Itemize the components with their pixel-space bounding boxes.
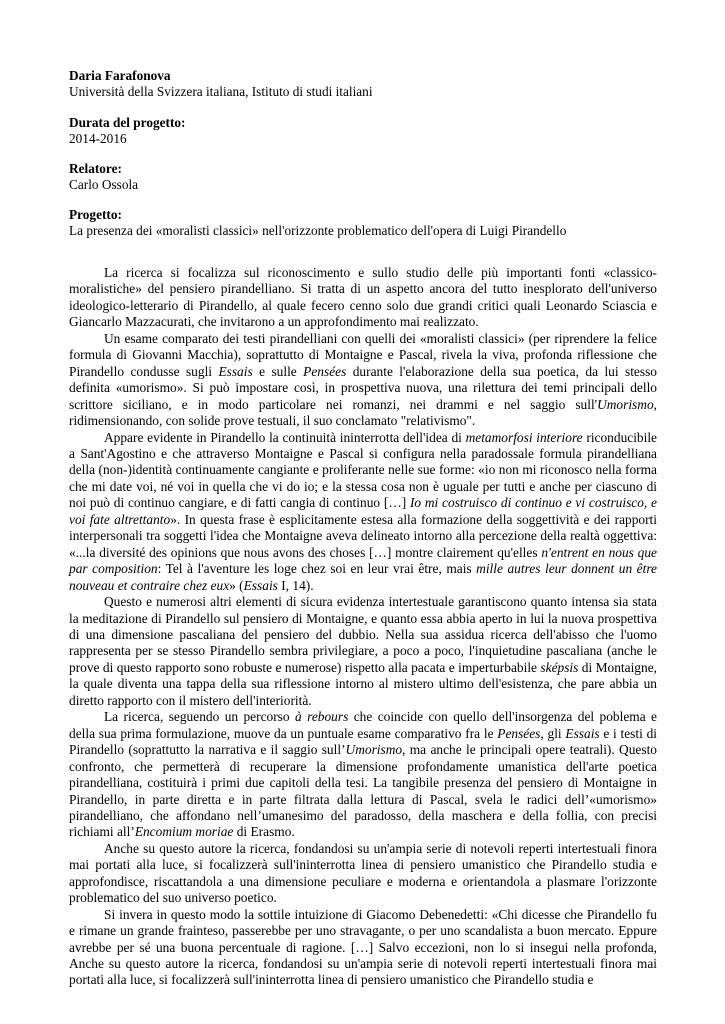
author-affiliation: Università della Svizzera italiana, Istituto di studi italiani [69,84,373,99]
duration-block [69,115,669,147]
duration-label: Durata del progetto: [69,115,186,130]
italic-run: Umorismo [597,396,654,412]
text-run: e sulle [252,363,304,379]
body-paragraph [69,265,657,331]
project-block [69,207,669,239]
project-title: La presenza dei «moralisti classici» nell'orizzonte problematico dell'opera di Luigi Pirandello [69,223,567,238]
text-run: La ricerca, seguendo un percorso [104,709,296,725]
text-run: I, 14). [277,577,314,593]
text-run: durante l'elaborazione della sua poetica, da lui stesso definita «umorismo». Si può impostare così, in prospettiva nuova, una rilettura dei temi principali dello scrittore siciliano, e in modo particolare nei romanzi, nei drammi e nel saggio sull' [69,363,657,412]
italic-run: Pensées [303,363,347,379]
italic-run: metamorfosi interiore [465,429,583,445]
body-paragraph [69,430,657,595]
italic-run: Essais [565,725,600,741]
text-run: , gli [540,725,566,741]
italic-run: Io mi costruisco di continuo e vi costruisco, e voi fate altrettanto [69,495,657,527]
text-run: , ridimensionando, con solide prove testuali, il suo conclamato "relativismo". [69,396,657,429]
body-paragraph [69,709,657,841]
italic-run: Umorismo [345,742,403,758]
italic-run: à rebours [295,709,349,725]
supervisor-value: Carlo Ossola [69,177,139,192]
text-run: di Montaigne, la quale diventa una tappa della sua riflessione intorno al mistero ultimo dell'esistenza, che pare abbia un diretto rapporto con il mistero dell'interiorità. [69,659,657,708]
text-run: La ricerca si focalizza sul riconoscimento e sullo studio delle più importanti fonti «classico-moralistiche» del pensiero pirandelliano. Si tratta di un aspetto ancora del tutto inesplorato dell'universo ideologico-letterario di Pirandello, al quale fecero cenno solo due grandi critici quali Leonardo Sciascia e Giancarlo Mazzacurati, che invitarono a un approfondimento mai realizzato. [69,265,657,330]
italic-run: Essais [243,577,278,593]
italic-run: Essais [218,363,253,379]
text-run: Appare evidente in Pirandello la continuità ininterrotta dell'idea di [104,429,466,445]
text-run: Si invera in questo modo la sottile intuizione di Giacomo Debenedetti: «Chi dicesse che Pirandello fu e rimane un grande frainteso, passerebbe per uno stravagante, o per uno scandalista a buon mercato. Eppure avrebbe per sé una buona percentuale di ragione. […] Salvo eccezioni, non lo si insegui nella profonda, Anche su questo autore la ricerca, fondandosi su un'ampia serie di notevoli reperti intertestuali finora mai portati alla luce, si focalizzerà sull'ininterrotta linea di pensiero umanistico che Pirandello studia e [69,906,657,988]
author-name: Daria Farafonova [69,68,171,83]
text-run: di Erasmo. [233,824,295,840]
text-run: Un esame comparato dei testi pirandelliani con quelli dei «moralisti classici» (per riprendere la felice formula di Giovanni Macchia), soprattutto di Montaigne e Pascal, rivela la viva, profonda riflessione che Pirandello condusse sugli [69,330,657,379]
author-block [69,68,669,100]
italic-run: Pensées [497,725,541,741]
text-run: e i testi di Pirandello (soprattutto la narrativa e il saggio sull’ [69,725,657,758]
text-run: : Tel à l'aventure les loge chez soi en leur vrai être, mais [157,561,477,577]
body-paragraph [69,594,657,709]
duration-value: 2014-2016 [69,131,127,146]
italic-run: Encomium moriae [134,824,234,840]
text-run: che coincide con quello dell'insorgenza del poblema e della sua prima formulazione, muove da un puntuale esame comparativo fra le [69,709,657,741]
text-run: riconducibile a Sant'Agostino e che attraverso Montaigne e Pascal si configura nella paradossale formula pirandelliana della (non-)identità continuamente cangiante e proliferante nelle sue forme: «io non mi riconosco nella forma che mi date voi, né voi in quella che vi do io; e la stessa cosa non è uguale per tutti e anche per ciascuno di noi può di continuo cangiare, e di fatti cangia di continuo […] [69,429,658,511]
body-paragraph [69,907,657,989]
text-run: » ( [229,577,244,593]
project-label: Progetto: [69,207,122,222]
italic-run: mille autres leur donnent un être nouveau et contraire chez eux [69,561,657,593]
italic-run: sképsis [540,659,579,675]
text-run: ». In questa frase è esplicitamente estesa alla formazione della soggettività e dei rapporti interpersonali tra soggetti l'idea che Montaigne aveva delineato intorno alla percezione della realtà oggettiva: «...la diversité des opinions que nous avons des choses […] montre clairement qu'elles [69,511,657,560]
text-run: Anche su questo autore la ricerca, fondandosi su un'ampia serie di notevoli reperti intertestuali finora mai portati alla luce, si focalizzerà sull'ininterrotta linea di pensiero umanistico che Pirandello studia e approfondisce, riscattandola a una dimensione peculiare e moderna e orientandola a plasmare l'orizzonte problematico del suo universo poetico. [69,840,657,906]
supervisor-block [69,161,669,193]
supervisor-label: Relatore: [69,161,122,176]
body-paragraph [69,331,657,430]
italic-run: n'entrent en nous que par composition [69,544,657,577]
body-text [69,265,657,989]
text-run: , ma anche le principali opere teatrali). Questo confronto, che permetterà di recuperare la dimensione profondamente umanistica dell'arte poetica pirandelliana, costituirà i primi due capitoli della tesi. La tangibile presenza del pensiero di Montaigne in Pirandello, in parte diretta e in parte filtrata dalla lettura di Pascal, svela le radici dell’«umorismo» pirandelliano, che affondano nell’umanesimo del paradosso, della maschera e della follia, con precisi richiami all’ [69,742,657,840]
text-run: Questo e numerosi altri elementi di sicura evidenza intertestuale garantiscono quanto intensa sia stata la meditazione di Pirandello sul pensiero di Montaigne, e quanto essa abbia aperto in lui la nuova prospettiva di una dimensione pascaliana del pensiero del dubbio. Nella sua assidua ricerca dell'abisso che l'uomo rappresenta per se stesso Pirandello sembra privilegiare, a poco a poco, l'inquietudine pascaliana (anche le prove di questo rapporto sono robuste e numerose) rispetto alla pacata e imperturbabile [69,594,657,675]
body-paragraph [69,841,657,907]
